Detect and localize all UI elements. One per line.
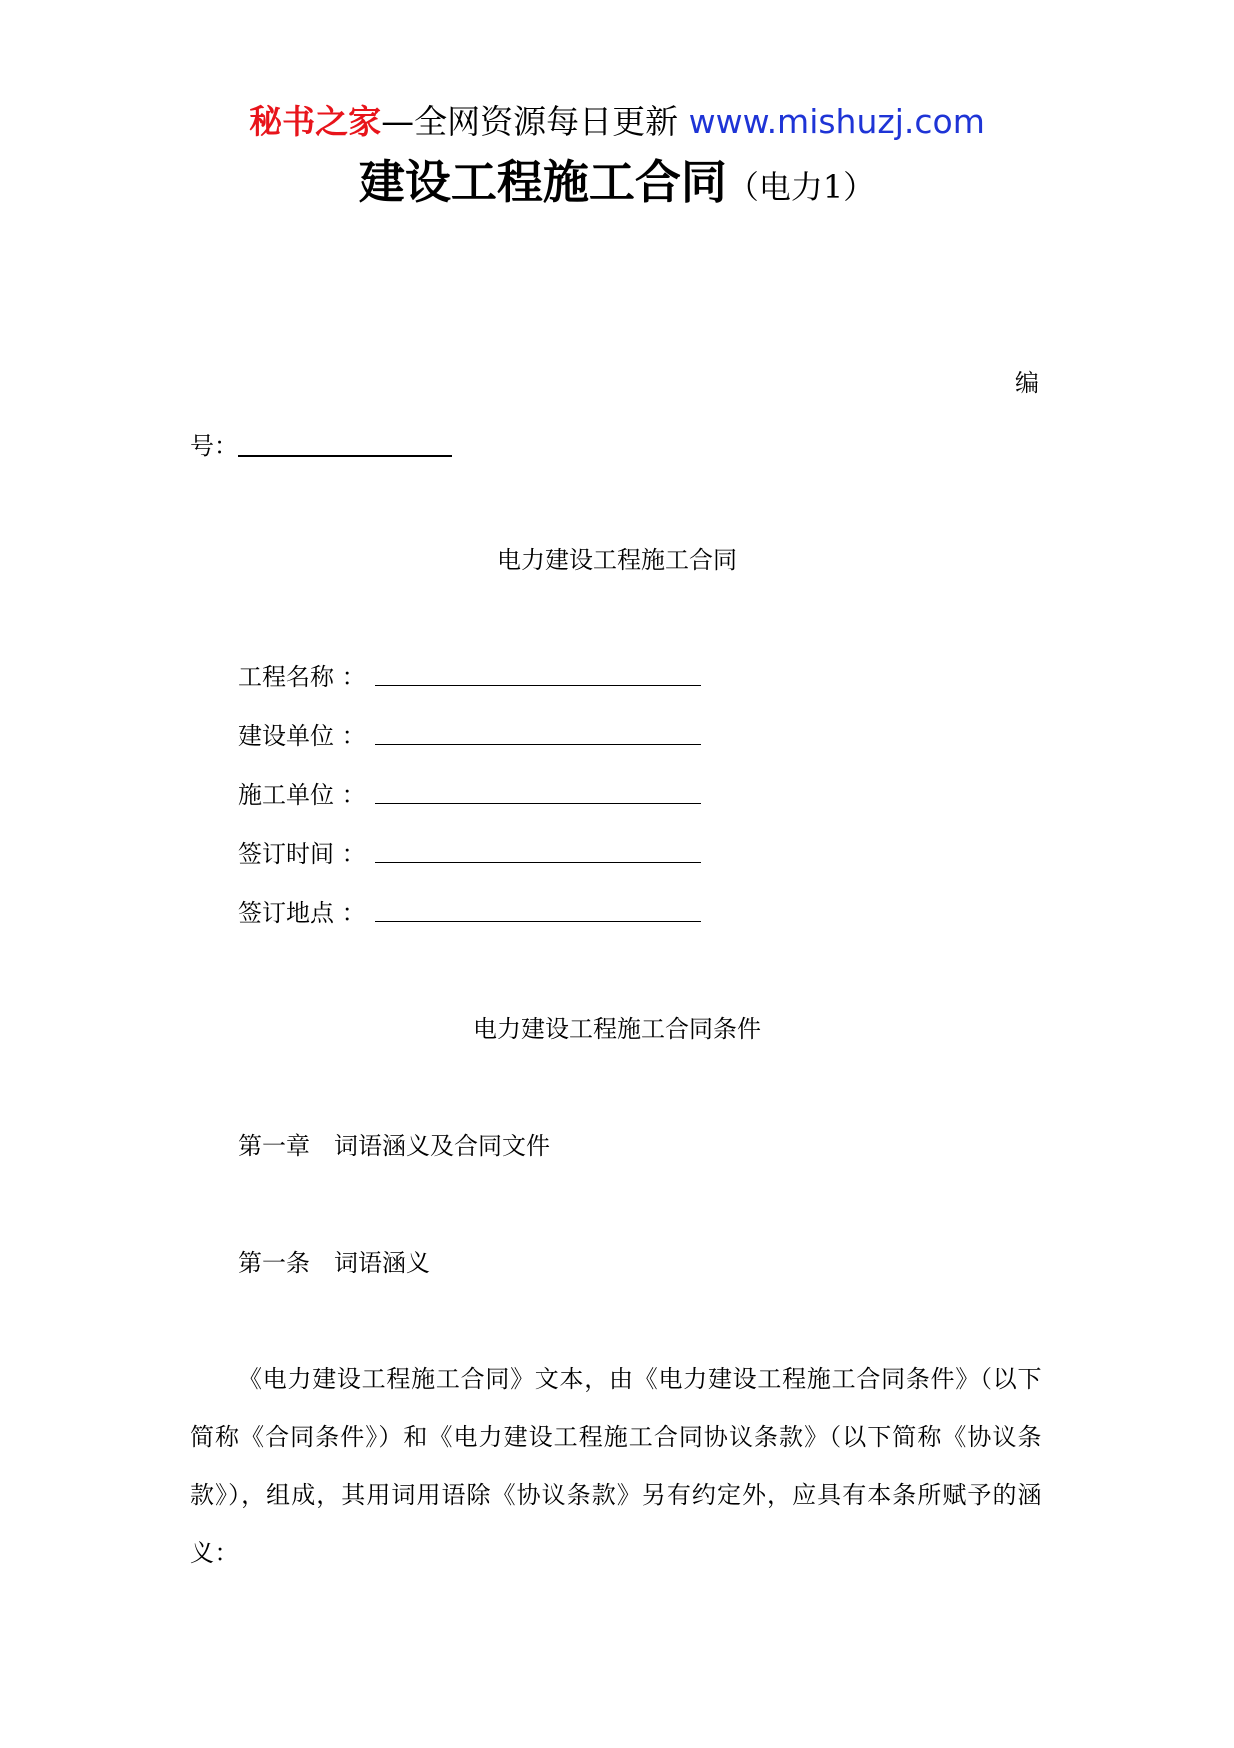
site-url-link[interactable]: www.mishuzj.com xyxy=(688,102,985,141)
number-label-part1: 编 xyxy=(1015,369,1039,397)
field-blank-line xyxy=(375,921,701,922)
number-label-part2: 号： xyxy=(190,432,238,460)
contract-title: 电力建设工程施工合同 xyxy=(497,546,737,574)
banner-slogan: —全网资源每日更新 xyxy=(381,102,689,141)
field-label: 签订地点 ： xyxy=(238,899,366,927)
field-blank-line xyxy=(375,862,701,863)
conditions-title: 电力建设工程施工合同条件 xyxy=(473,1015,761,1043)
article-heading: 第一条 词语涵义 xyxy=(238,1249,430,1277)
field-label: 签订时间 ： xyxy=(238,840,366,868)
brand-name: 秘书之家 xyxy=(249,102,382,141)
field-blank-line xyxy=(375,744,701,745)
field-blank-line xyxy=(375,803,701,804)
document-title-sub: （电力1） xyxy=(726,168,876,206)
article-paragraph: 《电力建设工程施工合同》文本，由《电力建设工程施工合同条件》（以下简称《合同条件》）和《电力建设工程施工合同协议条款》（以下简称《协议条款》），组成，其用词用语除《协议条款》另有约定外，应具有本条所赋予的涵义： xyxy=(190,1365,1042,1567)
number-blank-line xyxy=(238,455,452,457)
chapter-heading: 第一章 词语涵义及合同文件 xyxy=(238,1132,550,1160)
field-label: 施工单位 ： xyxy=(238,781,366,809)
field-blank-line xyxy=(375,685,701,686)
document-title-main: 建设工程施工合同 xyxy=(358,155,727,209)
field-label: 工程名称 ： xyxy=(238,663,366,691)
document-title xyxy=(0,152,1234,223)
field-label: 建设单位 ： xyxy=(238,722,366,750)
site-banner xyxy=(0,100,1234,144)
